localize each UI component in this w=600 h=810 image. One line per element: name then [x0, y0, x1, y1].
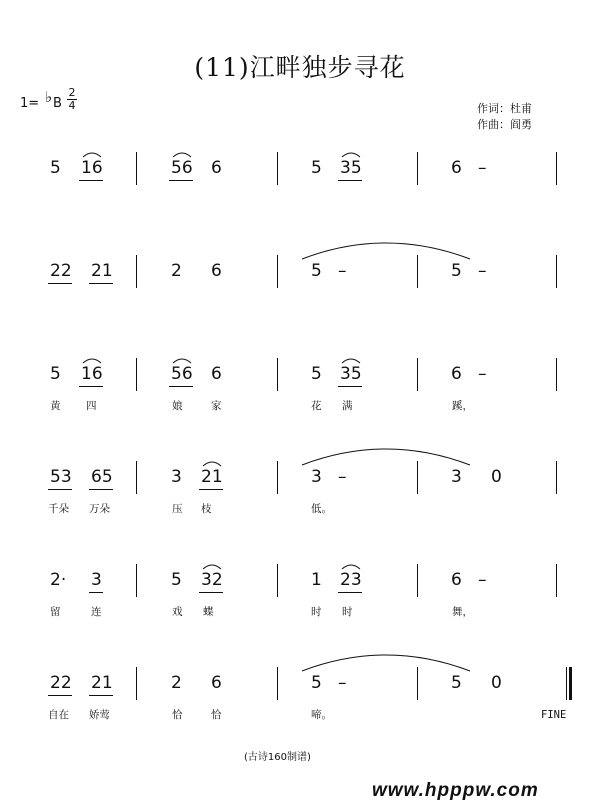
underline-eighth — [79, 386, 103, 387]
lyric: 四 — [86, 400, 97, 412]
footer-note: (古诗160制谱) — [244, 752, 311, 763]
lyric: 满 — [342, 400, 353, 412]
barline — [277, 667, 278, 700]
underline-eighth — [338, 592, 362, 593]
note: 2· — [50, 570, 67, 590]
lyric: 蝶 — [203, 606, 214, 618]
underline-eighth — [89, 695, 113, 696]
note: 21 — [91, 261, 113, 281]
barline — [556, 358, 557, 391]
underline-eighth — [169, 386, 193, 387]
grace-slur — [341, 150, 361, 158]
barline — [136, 152, 137, 185]
note: 6 — [451, 570, 462, 590]
note: 3 — [91, 570, 102, 590]
lyric: 时 — [311, 606, 322, 618]
dash: – — [338, 467, 347, 487]
lyricist: 作词：杜甫 — [477, 102, 532, 115]
final-barline-thick — [569, 667, 572, 700]
lyric: 万朵 — [89, 503, 110, 515]
grace-slur — [82, 356, 102, 364]
note: 5 — [311, 158, 322, 178]
grace-slur — [341, 562, 361, 570]
note: 16 — [81, 158, 103, 178]
note: 22 — [50, 673, 72, 693]
lyric: 娇莺 — [89, 709, 110, 721]
lyric: 舞， — [452, 606, 473, 618]
dash: – — [478, 261, 487, 281]
grace-slur — [82, 150, 102, 158]
grace-slur — [202, 562, 222, 570]
score-line-5 — [0, 564, 600, 624]
note: 3 — [311, 467, 322, 487]
note: 5 — [311, 261, 322, 281]
underline-eighth — [48, 695, 72, 696]
lyric: 恰 — [172, 709, 183, 721]
note: 3 — [451, 467, 462, 487]
underline-eighth — [89, 489, 113, 490]
barline — [417, 564, 418, 597]
final-barline-thin — [566, 667, 567, 700]
dash: – — [478, 570, 487, 590]
lyric: 娘 — [172, 400, 183, 412]
barline — [556, 564, 557, 597]
barline — [277, 564, 278, 597]
dash: – — [478, 158, 487, 178]
barline — [277, 255, 278, 288]
note: 5 — [171, 570, 182, 590]
grace-slur — [202, 459, 222, 467]
note: 21 — [201, 467, 223, 487]
barline — [556, 461, 557, 494]
watermark: www.hpppw.com — [372, 780, 539, 801]
key-letter: B — [53, 96, 62, 111]
barline — [136, 461, 137, 494]
barline — [277, 358, 278, 391]
grace-slur — [341, 356, 361, 364]
note: 6 — [451, 364, 462, 384]
time-signature — [67, 87, 77, 112]
note: 16 — [81, 364, 103, 384]
note: 35 — [340, 364, 362, 384]
note: 5 — [311, 364, 322, 384]
fine-mark: FINE — [541, 709, 567, 721]
note: 6 — [451, 158, 462, 178]
song-title: (11)江畔独步寻花 — [194, 53, 406, 82]
note: 56 — [171, 158, 193, 178]
note: 2 — [171, 261, 182, 281]
barline — [277, 461, 278, 494]
tie-slur — [300, 651, 472, 673]
lyric: 黄 — [50, 400, 61, 412]
score-line-2 — [0, 255, 600, 315]
score-line-3 — [0, 358, 600, 418]
barline — [556, 152, 557, 185]
time-signature-bottom: 4 — [68, 99, 76, 112]
underline-eighth — [48, 489, 72, 490]
note: 2 — [171, 673, 182, 693]
barline — [136, 255, 137, 288]
barline — [136, 564, 137, 597]
lyric: 花 — [311, 400, 322, 412]
lyric: 低。 — [311, 503, 332, 515]
lyric: 戏 — [172, 606, 183, 618]
underline-eighth — [338, 180, 362, 181]
dash: – — [338, 261, 347, 281]
note: 53 — [50, 467, 72, 487]
note: 56 — [171, 364, 193, 384]
score-line-6 — [0, 667, 600, 727]
barline — [556, 255, 557, 288]
barline — [136, 358, 137, 391]
score-line-1 — [0, 152, 600, 212]
grace-slur — [172, 356, 192, 364]
lyric: 留 — [50, 606, 61, 618]
underline-eighth — [48, 283, 72, 284]
lyric: 时 — [342, 606, 353, 618]
grace-slur — [172, 150, 192, 158]
note: 5 — [311, 673, 322, 693]
lyric: 自在 — [48, 709, 69, 721]
key-signature — [20, 86, 90, 122]
barline — [277, 152, 278, 185]
note: 6 — [211, 158, 222, 178]
underline-eighth — [338, 386, 362, 387]
note: 5 — [50, 364, 61, 384]
underline-eighth — [89, 283, 113, 284]
note: 6 — [211, 261, 222, 281]
note: 5 — [451, 673, 462, 693]
note: 6 — [211, 673, 222, 693]
composer: 作曲：阎勇 — [477, 118, 532, 131]
flat-icon: ♭ — [45, 88, 53, 106]
lyric: 千朵 — [48, 503, 69, 515]
tie-slur — [300, 239, 472, 261]
lyric: 压 — [172, 503, 183, 515]
underline-sixteenth — [89, 592, 103, 593]
lyric: 蹊， — [452, 400, 473, 412]
tie-slur — [300, 445, 472, 467]
time-signature-top: 2 — [68, 86, 76, 99]
note: 21 — [91, 673, 113, 693]
dash: – — [478, 364, 487, 384]
barline — [136, 667, 137, 700]
note: 6 — [211, 364, 222, 384]
underline-eighth — [199, 489, 223, 490]
note: 5 — [50, 158, 61, 178]
lyric: 枝 — [201, 503, 212, 515]
note: 65 — [91, 467, 113, 487]
rest: 0 — [491, 467, 502, 487]
underline-eighth — [199, 592, 223, 593]
underline-eighth — [79, 180, 103, 181]
lyric: 连 — [91, 606, 102, 618]
note: 1 — [311, 570, 322, 590]
note: 35 — [340, 158, 362, 178]
note: 5 — [451, 261, 462, 281]
note: 23 — [340, 570, 362, 590]
credits — [477, 101, 532, 133]
lyric: 家 — [211, 400, 222, 412]
barline — [417, 358, 418, 391]
lyric: 恰 — [211, 709, 222, 721]
underline-eighth — [169, 180, 193, 181]
note: 22 — [50, 261, 72, 281]
key-prefix: 1= — [20, 96, 40, 111]
barline — [417, 152, 418, 185]
note: 32 — [201, 570, 223, 590]
lyric: 啼。 — [311, 709, 332, 721]
dash: – — [338, 673, 347, 693]
score-line-4 — [0, 461, 600, 521]
rest: 0 — [491, 673, 502, 693]
note: 3 — [171, 467, 182, 487]
